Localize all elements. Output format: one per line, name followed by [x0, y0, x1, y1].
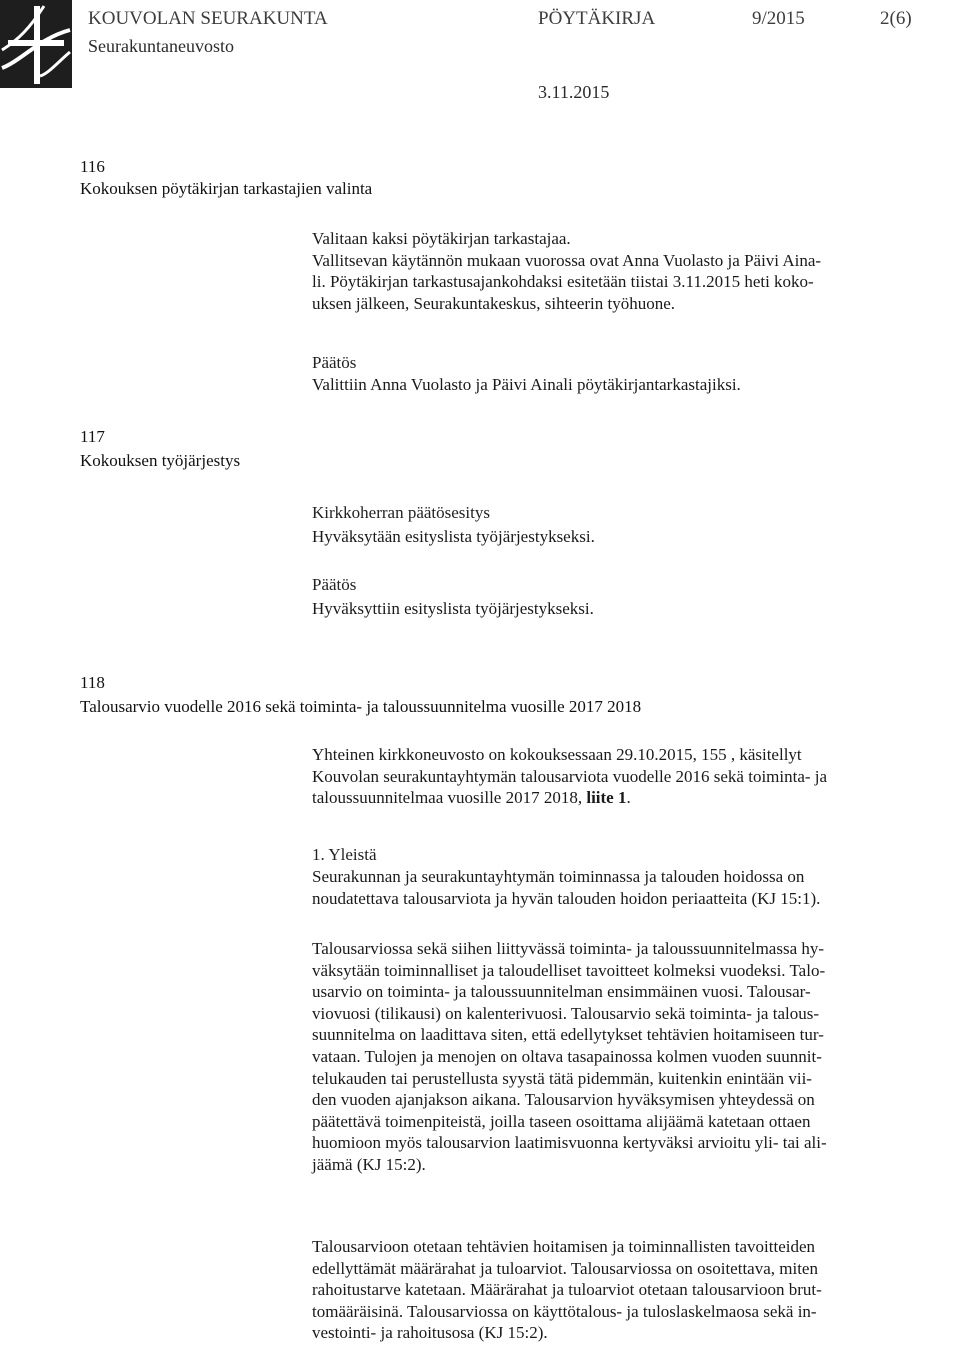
body-line: Valitaan kaksi pöytäkirjan tarkastajaa. [312, 229, 571, 248]
para-line: Talousarviossa sekä siihen liittyvässä toiminta- ja taloussuunnitelmassa hy- [312, 939, 825, 958]
church-logo-icon [0, 0, 72, 88]
para-line: suunnitelma on laadittava siten, että edellytykset tehtävien hoitamiseen tur- [312, 1025, 824, 1045]
section-117-title: Kokouksen työjärjestys [80, 451, 241, 470]
intro-line-text: taloussuunnitelmaa vuosille 2017 2018, [312, 788, 587, 808]
section-118-para1 [312, 866, 960, 909]
header-body: Seurakuntaneuvosto [88, 36, 234, 56]
section-117-proposal-label: Kirkkoherran päätösesitys [312, 503, 490, 522]
body-line: Vallitsevan käytännön mukaan vuorossa ovat Anna Vuolasto ja Päivi Aina- [312, 250, 822, 270]
para-line: vestointi- ja rahoitusosa (KJ 15:2). [312, 1323, 548, 1343]
para-line: Talousarvioon otetaan tehtävien hoitamisen ja toiminnallisten tavoitteiden [312, 1237, 816, 1256]
body-line: uksen jälkeen, Seurakuntakeskus, sihteerin työhuone. [312, 293, 676, 313]
attachment-ref: liite 1 [586, 788, 627, 808]
para-line: edellyttämät määrärahat ja tuloarviot. Talousarviossa on osoitettava, miten [312, 1258, 818, 1278]
para-line: viovuosi (tilikausi) on kalenterivuosi. Talousarvio sekä toiminta- ja talous- [312, 1003, 819, 1023]
para-line: Seurakunnan ja seurakuntayhtymän toiminnassa ja talouden hoidossa on [312, 867, 805, 886]
intro-line [312, 787, 960, 809]
section-116-decision-text: Valittiin Anna Vuolasto ja Päivi Ainali pöytäkirjantarkastajiksi. [312, 375, 741, 394]
para-line: den vuoden ajanjakson aikana. Talousarvion hyväksymisen yhteydessä on [312, 1090, 815, 1110]
header-doc-type: PÖYTÄKIRJA [538, 8, 656, 29]
section-118-title: Talousarvio vuodelle 2016 sekä toiminta- ja taloussuunnitelma vuosille 2017 2018 [80, 697, 642, 716]
section-117-number: 117 [80, 427, 105, 446]
para-line: jäämä (KJ 15:2). [312, 1154, 426, 1174]
intro-line: Kouvolan seurakuntayhtymän talousarviota vuodelle 2016 sekä toiminta- ja [312, 766, 828, 786]
para-line: usarvio on toiminta- ja taloussuunnitelman ensimmäinen vuosi. Talousar- [312, 982, 811, 1002]
para-line: vataan. Tulojen ja menojen on oltava tasapainossa kolmen vuoden suunnit- [312, 1046, 822, 1066]
para-line: telukauden tai perustellusta syystä tätä pidemmän, kuitenkin enintään vii- [312, 1068, 812, 1088]
section-116-decision-label: Päätös [312, 353, 357, 372]
header-org: KOUVOLAN SEURAKUNTA [88, 8, 328, 29]
body-line: li. Pöytäkirjan tarkastusajankohdaksi esitetään tiistai 3.11.2015 heti koko- [312, 272, 814, 292]
para-line: tomääräisinä. Talousarviossa on käyttötalous- ja tuloslaskelmaosa sekä in- [312, 1301, 817, 1321]
para-line: rahoitustarve katetaan. Määrärahat ja tuloarviot otetaan talousarvioon brut- [312, 1280, 822, 1300]
section-116-body [312, 228, 960, 314]
section-118-para2 [312, 938, 960, 1176]
section-116-title: Kokouksen pöytäkirjan tarkastajien valinta [80, 179, 373, 198]
para-line: väksytään toiminnalliset ja taloudelliset tavoitteet kolmeksi vuodeksi. Talo- [312, 960, 826, 980]
section-117-decision-label: Päätös [312, 575, 357, 594]
para-line: noudatettava talousarviota ja hyvän talouden hoidon periaatteita (KJ 15:1). [312, 888, 821, 908]
header-doc-number: 9/2015 [752, 8, 805, 29]
intro-line: Yhteinen kirkkoneuvosto on kokouksessaan 29.10.2015, 155 , käsitellyt [312, 745, 802, 764]
header-date: 3.11.2015 [538, 82, 610, 102]
section-118-number: 118 [80, 673, 105, 692]
section-117-decision-text: Hyväksyttiin esityslista työjärjestykseksi. [312, 599, 594, 618]
section-118-subheading: 1. Yleistä [312, 845, 377, 864]
intro-line-end: . [626, 788, 631, 808]
section-117-proposal-text: Hyväksytään esityslista työjärjestykseksi. [312, 527, 595, 546]
header-page: 2(6) [880, 8, 912, 29]
para-line: huomioon myös talousarvion laatimisvuonna kertyväksi arvioitu yli- tai ali- [312, 1133, 827, 1153]
section-118-para3 [312, 1236, 960, 1344]
para-line: päätettävä toimenpiteistä, joilla taseen osoittama alijäämä katetaan ottaen [312, 1111, 811, 1131]
section-118-intro [312, 744, 960, 809]
section-116-number: 116 [80, 157, 105, 176]
